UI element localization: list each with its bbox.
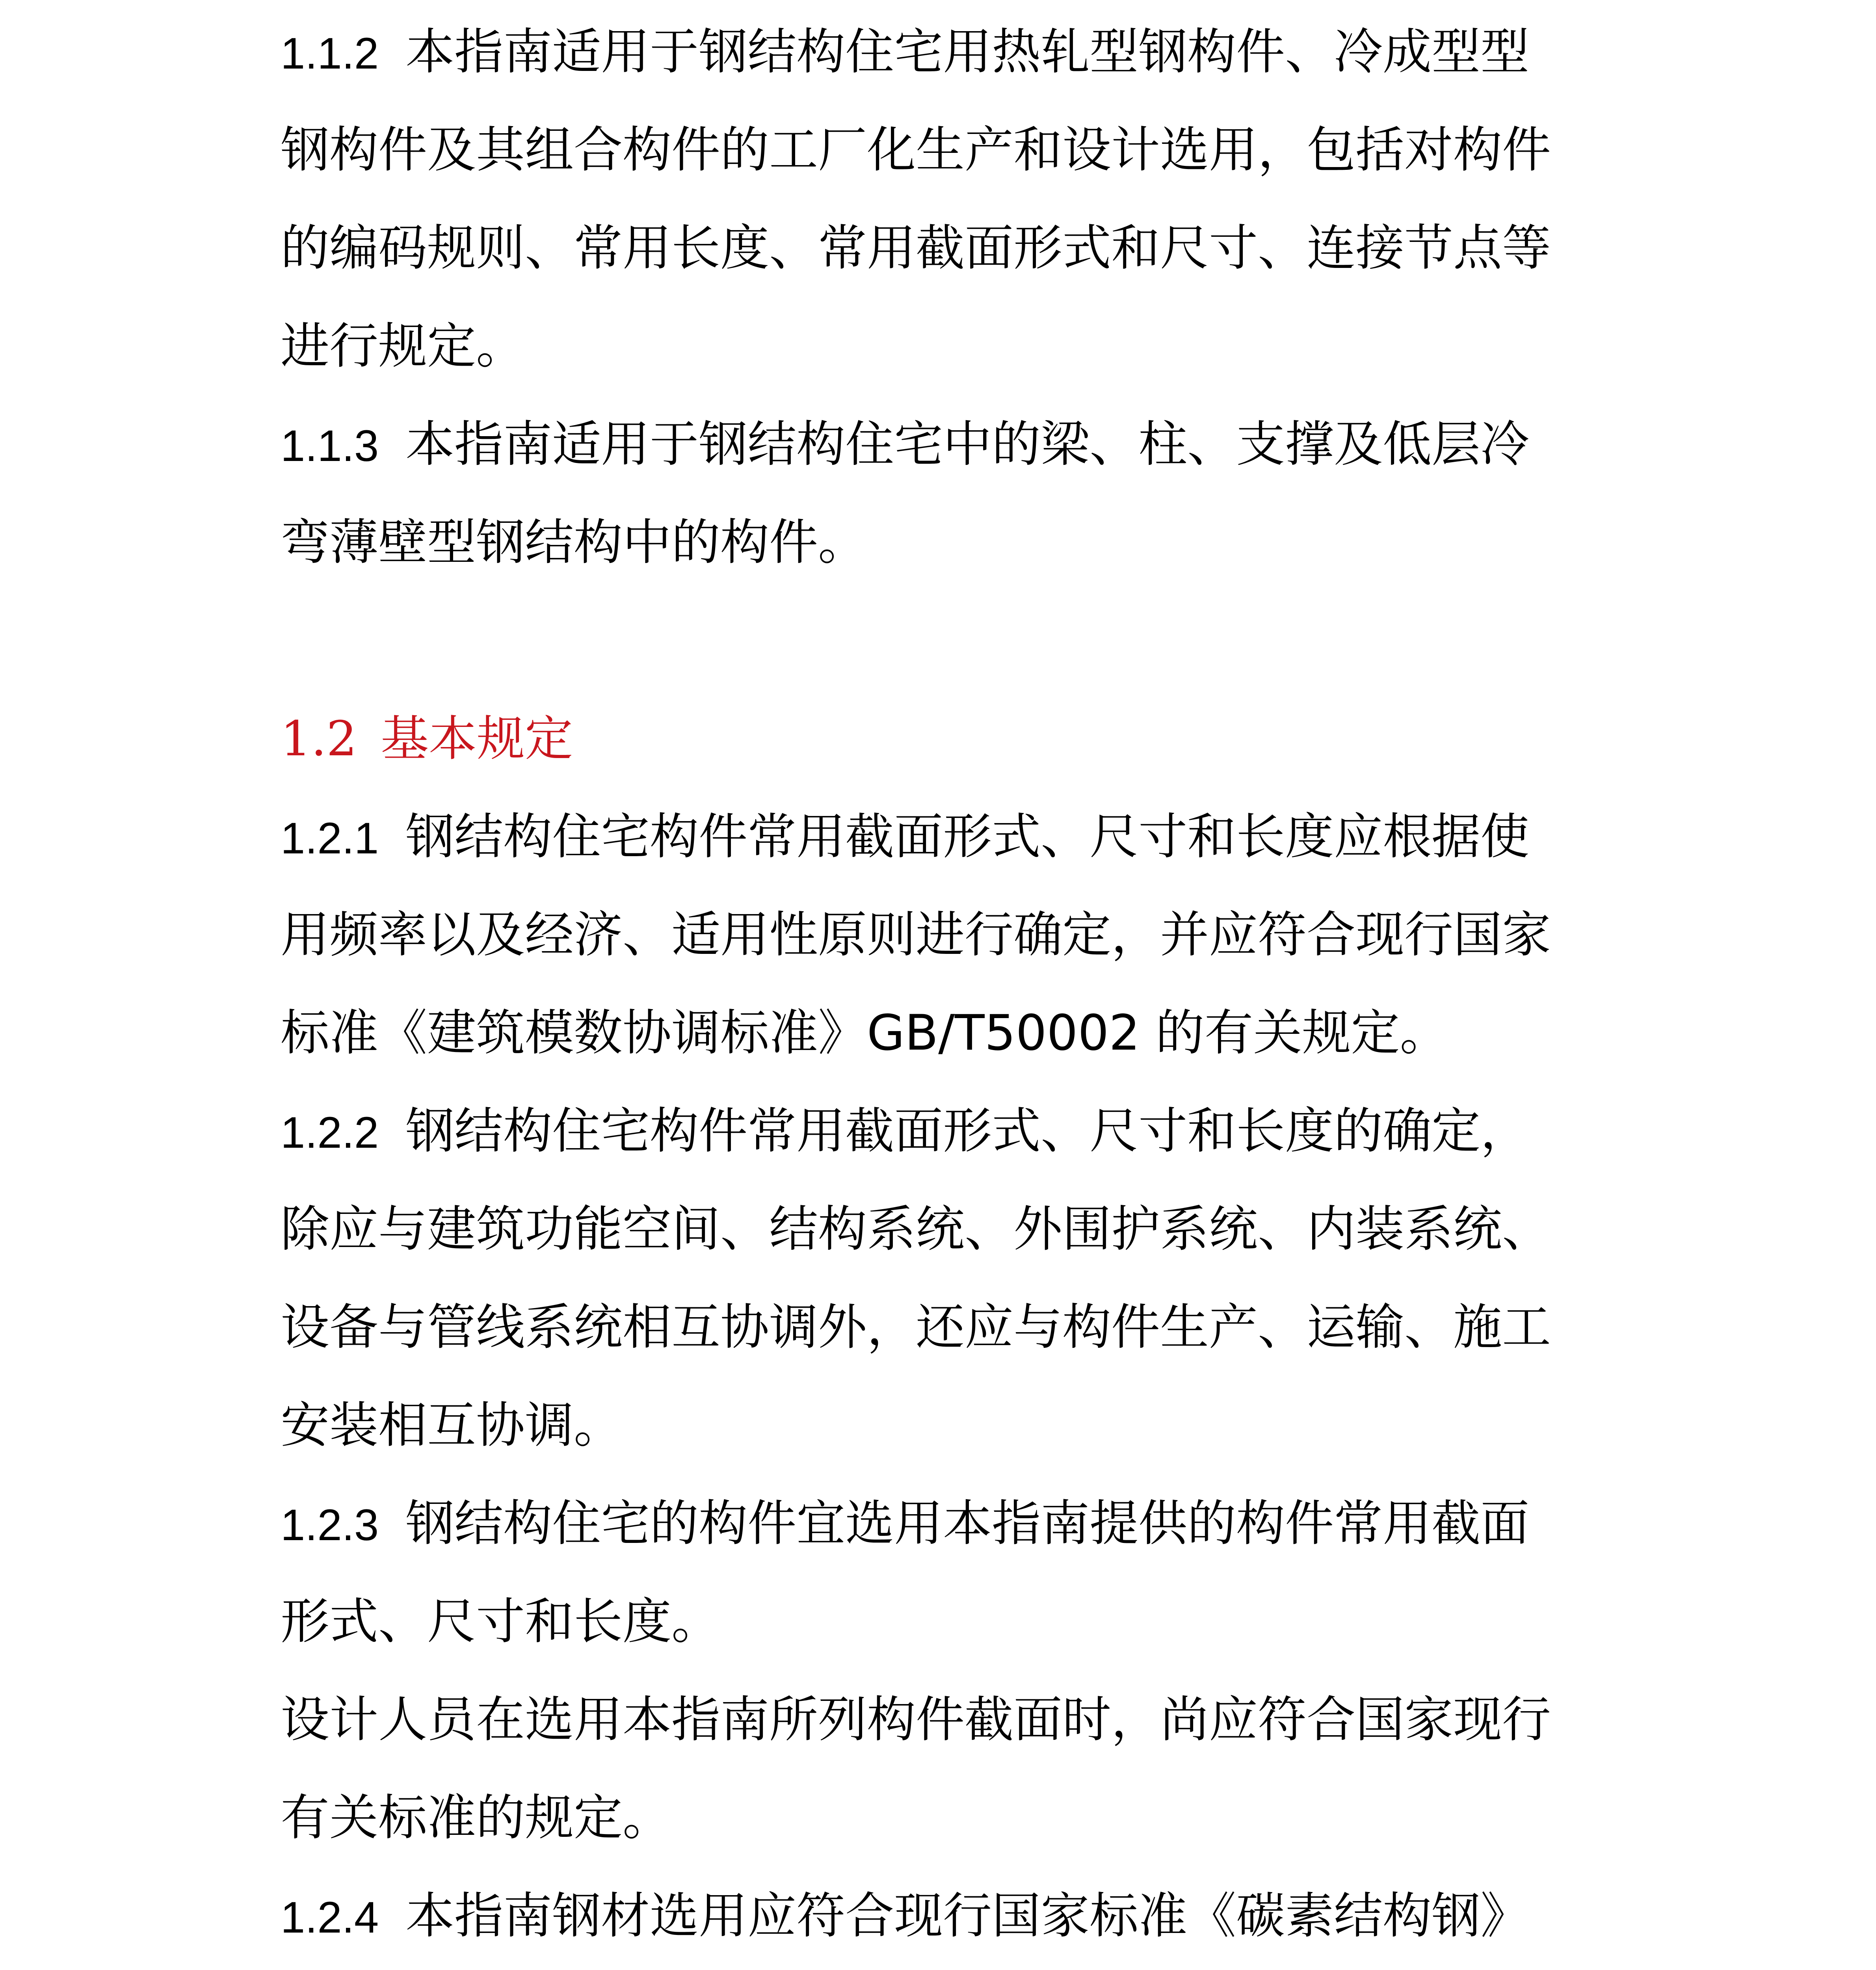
clause-text: 本指南适用于钢结构住宅用热轧型钢构件、冷成型型 [405,24,1530,80]
clause-1-2-3-line-2: 形式、尺寸和长度。 [281,1593,721,1650]
clause-1-2-3-line-4: 有关标准的规定。 [281,1790,672,1846]
document-body [281,3,1589,1970]
clause-text: 本指南钢材选用应符合现行国家标准《碳素结构钢》 [405,1888,1530,1944]
clause-1-1-3-line-2: 弯薄壁型钢结构中的构件。 [281,514,867,571]
section-title: 基本规定 [381,711,573,767]
clause-1-2-2-line-2: 除应与建筑功能空间、结构系统、外围护系统、内装系统、 [281,1201,1551,1258]
clause-1-2-4-line-2 [281,1965,1589,1970]
clause-1-2-2-line-4: 安装相互协调。 [281,1397,623,1454]
section-number: 1.2 [281,711,357,767]
clause-1-1-2-line-2: 钢构件及其组合构件的工厂化生产和设计选用，包括对构件 [281,122,1551,178]
clause-1-2-4-line-1 [281,1867,1589,1965]
clause-number: 1.2.3 [281,1500,379,1550]
clause-text: 钢结构住宅构件常用截面形式、尺寸和长度应根据使 [405,808,1530,865]
clause-1-2-2-line-3: 设备与管线系统相互协调外，还应与构件生产、运输、施工 [281,1299,1551,1356]
clause-number: 1.1.3 [281,421,379,470]
clause-1-1-3-line-1 [281,396,1589,494]
clause-1-2-1-line-2: 用频率以及经济、适用性原则进行确定，并应符合现行国家 [281,907,1551,963]
clause-1-2-1-line-3: 标准《建筑模数协调标准》GB/T50002 的有关规定。 [281,1005,1449,1061]
section-heading-1-2 [281,690,1589,788]
clause-1-2-3-line-3: 设计人员在选用本指南所列构件截面时，尚应符合国家现行 [281,1691,1551,1748]
clause-1-2-2-line-1 [281,1082,1589,1180]
clause-number: 1.2.2 [281,1108,379,1157]
clause-text: 钢结构住宅构件常用截面形式、尺寸和长度的确定， [405,1103,1530,1160]
clause-number: 1.1.2 [281,29,379,78]
clause-number: 1.2.4 [281,1893,379,1942]
clause-1-2-1-line-1 [281,788,1589,886]
clause-1-1-2-line-1 [281,3,1589,101]
clause-1-1-2-line-4: 进行规定。 [281,318,525,375]
clause-1-2-3-line-1 [281,1475,1589,1573]
clause-number: 1.2.1 [281,814,379,863]
clause-text: 钢结构住宅的构件宜选用本指南提供的构件常用截面 [405,1495,1530,1552]
clause-text: 本指南适用于钢结构住宅中的梁、柱、支撑及低层冷 [405,416,1530,473]
section-spacer [281,592,1589,690]
clause-1-1-2-line-3: 的编码规则、常用长度、常用截面形式和尺寸、连接节点等 [281,220,1551,277]
